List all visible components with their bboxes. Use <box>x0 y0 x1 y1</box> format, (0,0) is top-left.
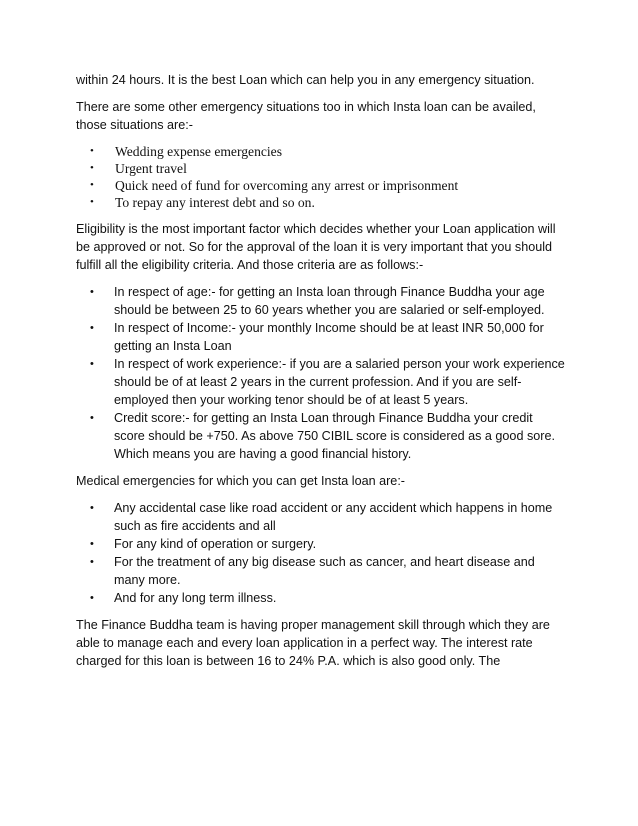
list-item: • In respect of Income:- your monthly Income should be at least INR 50,000 for getting an Insta Loan <box>90 321 544 353</box>
paragraph-situations: There are some other emergency situations too in which Insta loan can be availed, those situations are:- <box>76 100 536 132</box>
bullet-icon: • <box>90 592 94 604</box>
bullet-icon: • <box>90 145 94 157</box>
criteria-list <box>76 283 566 463</box>
list-item: • In respect of age:- for getting an Insta loan through Finance Buddha your age should be between 25 to 60 years whether you are salaried or self-employed. <box>90 285 545 317</box>
paragraph-team: The Finance Buddha team is having proper management skill through which they are able to manage each and every loan application in a perfect way. The interest rate charged for this loan is between 16 to 24% P.A. which is also good only. The <box>76 618 550 668</box>
bullet-icon: • <box>90 286 94 298</box>
list-item: • Wedding expense emergencies <box>90 144 283 159</box>
bullet-icon: • <box>90 538 94 550</box>
list-item: • Any accidental case like road accident or any accident which happens in home such as fire accidents and all <box>90 501 553 533</box>
bullet-icon: • <box>90 556 94 568</box>
bullet-icon: • <box>90 502 94 514</box>
paragraph-eligibility: Eligibility is the most important factor which decides whether your Loan application will be approved or not. So for the approval of the loan it is very important that you should fulfill all the eligibility criteria. And those criteria are as follows:- <box>76 222 556 272</box>
list-item: • Urgent travel <box>90 161 187 176</box>
list-item: • To repay any interest debt and so on. <box>90 195 315 210</box>
document-page <box>76 71 566 679</box>
paragraph-medical: Medical emergencies for which you can get Insta loan are:- <box>76 474 406 488</box>
bullet-icon: • <box>90 322 94 334</box>
medical-list <box>76 499 566 607</box>
list-item: • In respect of work experience:- if you are a salaried person your work experience should be of at least 2 years in the current profession. And if you are self-employed then your working tenor should be of at least 5 years. <box>90 357 565 407</box>
list-item: • Quick need of fund for overcoming any arrest or imprisonment <box>90 178 459 193</box>
bullet-icon: • <box>90 162 94 174</box>
bullet-icon: • <box>90 358 94 370</box>
list-item: • For the treatment of any big disease such as cancer, and heart disease and many more. <box>90 555 535 587</box>
bullet-icon: • <box>90 412 94 424</box>
bullet-icon: • <box>90 179 94 191</box>
bullet-icon: • <box>90 196 94 208</box>
paragraph-intro: within 24 hours. It is the best Loan which can help you in any emergency situation. <box>76 73 535 87</box>
list-item: • And for any long term illness. <box>90 591 277 605</box>
situations-list <box>76 143 566 211</box>
list-item: • For any kind of operation or surgery. <box>90 537 317 551</box>
list-item: • Credit score:- for getting an Insta Loan through Finance Buddha your credit score should be +750. As above 750 CIBIL score is considered as a good sore. Which means you are having a good financial history. <box>90 411 555 461</box>
